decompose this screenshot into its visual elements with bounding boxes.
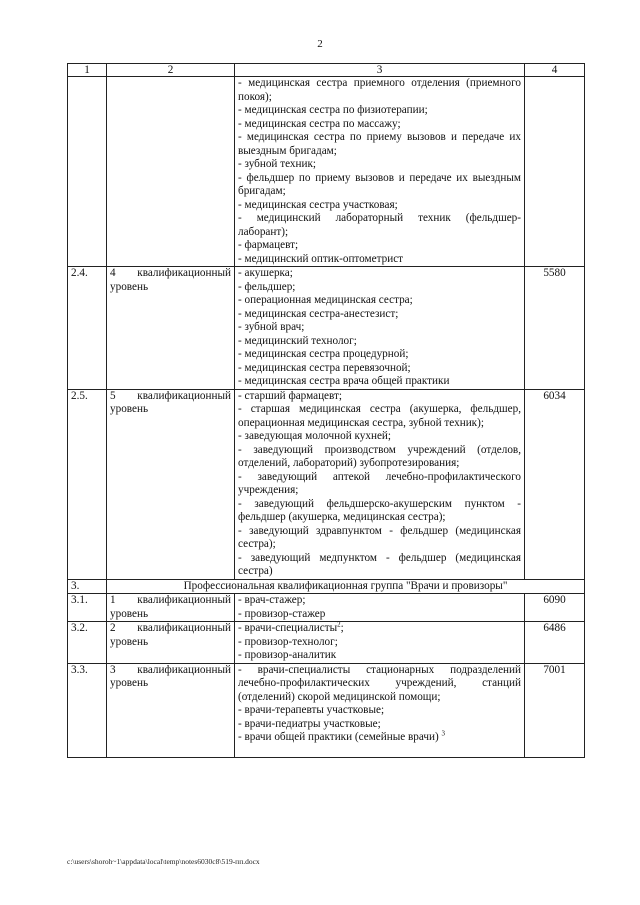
list-item <box>238 731 521 757</box>
list-item <box>238 622 521 636</box>
list-item: - старшая медицинская сестра (акушерка, фельдшер, операционная медицинская сестра, зубной техник); <box>238 403 521 429</box>
list-item: - акушерка; <box>238 267 293 279</box>
salary-value: 5580 <box>525 267 585 390</box>
position-list <box>235 594 525 622</box>
list-item: - провизор-стажер <box>238 607 326 620</box>
list-item: - фельдшер по приему вызовов и передаче их выездным бригадам; <box>238 171 521 197</box>
list-item: - провизор-технолог; <box>238 635 338 648</box>
group-title: Профессиональная квалификационная группа "Врачи и провизоры" <box>107 579 585 594</box>
table-row <box>68 389 585 579</box>
table-row <box>68 594 585 622</box>
list-item-text: - врачи общей практики (семейные врачи) <box>238 731 442 743</box>
row-number: 3. <box>68 579 107 594</box>
list-item: - операционная медицинская сестра; <box>238 294 413 306</box>
qualification-table <box>67 63 585 758</box>
list-item: - медицинская сестра по физиотерапии; <box>238 104 428 116</box>
list-item: - медицинская сестра перевязочной; <box>238 361 411 374</box>
list-item: - медицинская сестра процедурной; <box>238 348 409 360</box>
list-item: - фельдшер; <box>238 280 296 293</box>
list-item: - зубной врач; <box>238 321 305 333</box>
list-item-text: - врачи-специалисты <box>238 622 338 634</box>
list-item: - заведующий производством учреждений (отделов, отделений, лабораторий) зубопротезирования; <box>238 443 521 469</box>
list-item: - врач-стажер; <box>238 594 306 606</box>
header-col-3: 3 <box>235 64 525 77</box>
table-row <box>68 77 585 267</box>
list-item: - фармацевт; <box>238 239 299 251</box>
header-col-2: 2 <box>107 64 235 77</box>
list-item: - медицинская сестра по приему вызовов и передаче их выездным бригадам; <box>238 131 521 157</box>
list-item: - медицинский оптик-оптометрист <box>238 252 404 265</box>
salary-value: 6090 <box>525 594 585 622</box>
list-item: - заведующий аптекой лечебно-профилактического учреждения; <box>238 470 521 496</box>
row-number: 2.5. <box>68 389 107 579</box>
footnote-ref: 2 <box>337 620 341 629</box>
list-item-end: ; <box>340 622 344 634</box>
list-item: - заведующий фельдшерско-акушерским пунктом - фельдшер (акушерка, медицинская сестра); <box>238 497 521 523</box>
row-number: 3.2. <box>68 622 107 664</box>
list-item: - медицинская сестра участковая; <box>238 198 398 211</box>
row-number: 2.4. <box>68 267 107 390</box>
table-header-row <box>68 64 585 77</box>
list-item: - врачи-терапевты участковые; <box>238 704 385 716</box>
list-item: - зубной техник; <box>238 158 317 170</box>
header-col-4: 4 <box>525 64 585 77</box>
page-number: 2 <box>317 38 323 50</box>
salary-value: 6034 <box>525 389 585 579</box>
qualification-level: 3 квалификационный уровень <box>107 663 235 757</box>
table-row <box>68 663 585 757</box>
salary-value: 6486 <box>525 622 585 664</box>
position-list <box>235 622 525 664</box>
row-number: 3.3. <box>68 663 107 757</box>
list-item: - заведующий здравпунктом - фельдшер (медицинская сестра); <box>238 524 521 550</box>
list-item: - медицинская сестра приемного отделения (приемного покоя); <box>238 77 521 103</box>
table-row <box>68 267 585 390</box>
list-item: - заведующая молочной кухней; <box>238 430 392 442</box>
salary-value: 7001 <box>525 663 585 757</box>
qualification-level: 4 квалификационный уровень <box>107 267 235 390</box>
list-item: - врачи-специалисты стационарных подразделений лечебно-профилактических учреждений, станций (отделений) скорой медицинской помощи; <box>238 663 521 703</box>
qualification-level: 5 квалификационный уровень <box>107 389 235 579</box>
header-col-1: 1 <box>68 64 107 77</box>
file-path-footer: c:\users\shoroh~1\appdata\local\temp\notes6030c8\519-пп.docx <box>67 857 260 866</box>
list-item: - медицинский лабораторный техник (фельдшер-лаборант); <box>238 212 521 238</box>
list-item: - медицинская сестра врача общей практики <box>238 375 450 387</box>
qualification-level: 1 квалификационный уровень <box>107 594 235 622</box>
row-number: 3.1. <box>68 594 107 622</box>
position-list <box>235 267 525 390</box>
position-list <box>235 663 525 757</box>
position-list <box>235 389 525 579</box>
list-item: - заведующий медпунктом - фельдшер (медицинская сестра) <box>238 551 521 577</box>
table-row <box>68 579 585 594</box>
list-item: - провизор-аналитик <box>238 649 337 661</box>
list-item: - врачи-педиатры участковые; <box>238 717 381 730</box>
position-list <box>235 77 525 267</box>
footnote-ref: 3 <box>441 729 446 738</box>
qualification-level: 2 квалификационный уровень <box>107 622 235 664</box>
list-item: - медицинский технолог; <box>238 334 357 347</box>
list-item: - медицинская сестра-анестезист; <box>238 307 399 320</box>
list-item: - медицинская сестра по массажу; <box>238 117 401 130</box>
list-item: - старший фармацевт; <box>238 389 343 402</box>
table-row <box>68 622 585 664</box>
